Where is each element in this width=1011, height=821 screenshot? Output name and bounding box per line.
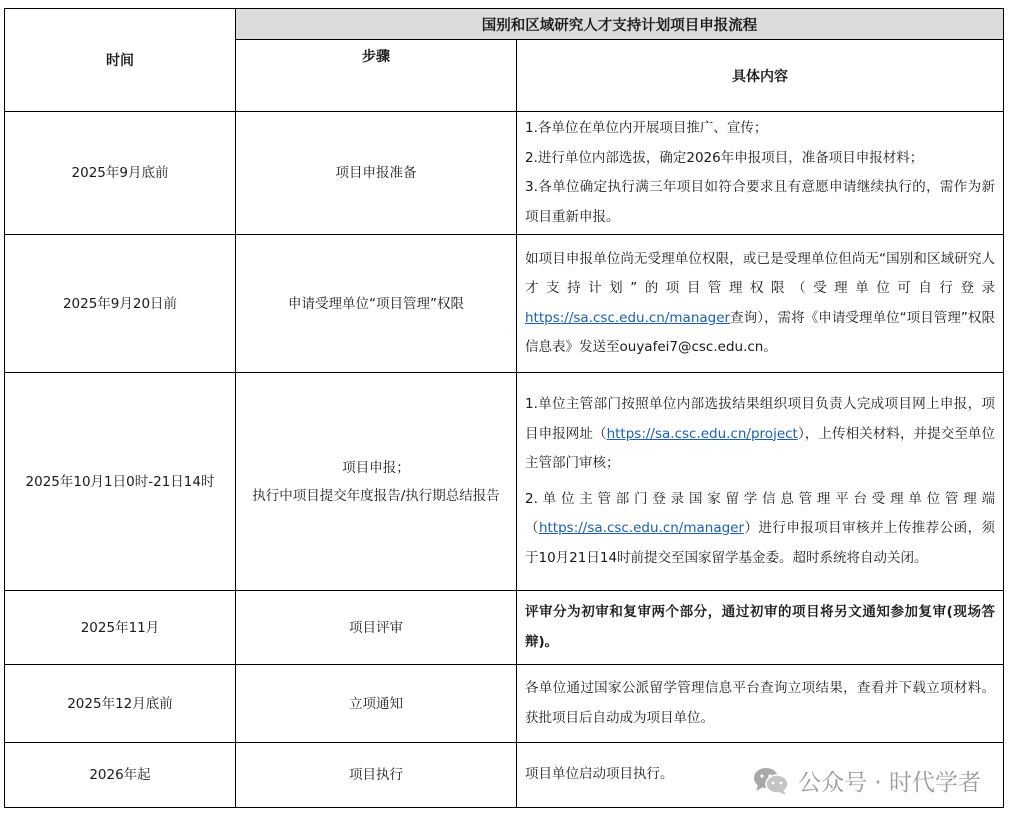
row-time: 2026年起 xyxy=(5,743,236,808)
detail-line: 3.各单位确定执行满三年项目如符合要求且有意愿申请继续执行的，需作为新项目重新申报。 xyxy=(525,179,995,225)
row-detail: 各单位通过国家公派留学管理信息平台查询立项结果，查看并下载立项材料。获批项目后自动成为项目单位。 xyxy=(517,665,1004,743)
row-step: 申请受理单位“项目管理”权限 xyxy=(236,235,517,373)
detail-text: ）进行申报项目审核并上传推荐公函，须于10月21日14时前提交至国家留学基金委。超时系统将自动关闭。 xyxy=(525,520,996,566)
table-row xyxy=(5,665,1004,743)
row-time: 2025年9月底前 xyxy=(5,112,236,235)
row-detail xyxy=(517,235,1004,373)
row-time: 2025年11月 xyxy=(5,591,236,665)
row-time: 2025年9月20日前 xyxy=(5,235,236,373)
row-detail: 评审分为初审和复审两个部分，通过初审的项目将另文通知参加复审(现场答辩)。 xyxy=(517,591,1004,665)
detail-line: 2.进行单位内部选拔，确定2026年申报项目，准备项目申报材料； xyxy=(525,149,924,166)
detail-text: 如项目申报单位尚无受理单位权限，或已是受理单位但尚无“国别和区域研究人才支持计划”的项目管理权限（受理单位可自行登录 xyxy=(525,250,995,296)
header-time: 时间 xyxy=(5,9,236,112)
process-table-wrapper xyxy=(4,8,1004,808)
table-title: 国别和区域研究人才支持计划项目申报流程 xyxy=(236,9,1004,40)
watermark xyxy=(752,764,981,797)
detail-text: ），上传相关材料，并提交至单位主管部门审核； xyxy=(525,425,996,471)
detail-text: 1.单位主管部门按照单位内部选拔结果组织项目负责人完成项目网上申报，项目申报网址（ xyxy=(525,396,995,442)
wechat-icon xyxy=(752,766,790,796)
table-row xyxy=(5,112,1004,235)
header-step: 步骤 xyxy=(236,40,517,112)
detail-paragraph xyxy=(525,485,995,574)
row-time: 2025年10月1日0时-21日14时 xyxy=(5,373,236,591)
table-row xyxy=(5,235,1004,373)
detail-paragraph xyxy=(525,390,995,479)
step-line: 项目申报； xyxy=(342,459,410,476)
application-process-table xyxy=(4,8,1004,808)
detail-line: 1.各单位在单位内开展项目推广、宣传； xyxy=(525,120,768,136)
row-detail xyxy=(517,112,1004,235)
manager-link[interactable]: https://sa.csc.edu.cn/manager xyxy=(525,309,731,326)
row-step: 立项通知 xyxy=(236,665,517,743)
watermark-text: 公众号 · 时代学者 xyxy=(798,770,981,796)
table-row xyxy=(5,373,1004,591)
detail-text: 2.单位主管部门登录国家留学信息管理平台受理单位管理端（ xyxy=(525,490,995,536)
detail-text: 查询），需将《申请受理单位“项目管理”权限信息表》发送至ouyafei7@csc.edu.cn。 xyxy=(525,309,995,355)
row-step: 项目评审 xyxy=(236,591,517,665)
manager-link[interactable]: https://sa.csc.edu.cn/manager xyxy=(538,520,745,536)
table-row xyxy=(5,591,1004,665)
row-detail: 项目单位启动项目执行。 xyxy=(517,743,1004,808)
row-time: 2025年12月底前 xyxy=(5,665,236,743)
step-line: 执行中项目提交年度报告/执行期总结报告 xyxy=(252,487,500,504)
detail-paragraph xyxy=(525,245,995,363)
row-detail xyxy=(517,373,1004,591)
project-link[interactable]: https://sa.csc.edu.cn/project xyxy=(606,425,798,442)
header-detail: 具体内容 xyxy=(517,40,1004,112)
row-step: 项目申报准备 xyxy=(236,112,517,235)
table-header-row xyxy=(5,9,1004,40)
row-step: 项目执行 xyxy=(236,743,517,808)
row-step xyxy=(236,373,517,591)
